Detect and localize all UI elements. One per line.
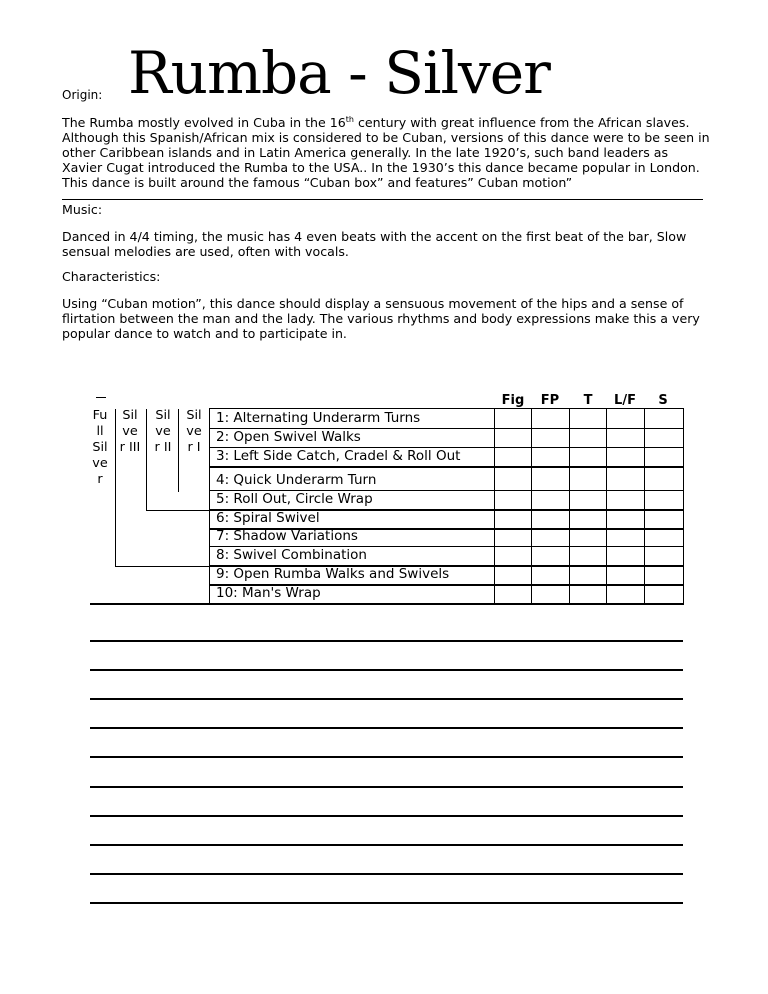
writing-line — [90, 756, 683, 758]
column-header-s: S — [658, 393, 668, 408]
group-label-silver-1: Sil ve r I — [186, 408, 202, 455]
bracket-full-silver-line — [115, 409, 116, 566]
figure-4: 4: Quick Underarm Turn — [216, 472, 377, 488]
origin-text-b: century with great influence from the African slaves. Although this Spanish/African mix is considered to be Cuban, versions of this dance were to be seen in other Caribbean islands and in Latin America generally. In the late 1920’s, such band leaders as Xavier Cugat introduced the Rumba to the USA.. In the 1930’s this dance became popular in London. This dance is built around the famous “Cuban box” and features” Cuban motion” — [62, 115, 710, 190]
writing-line — [90, 902, 683, 904]
writing-line — [90, 727, 683, 729]
bracket-full-silver-bottom — [115, 566, 210, 567]
group-label-silver-3: Sil ve r III — [119, 408, 141, 455]
figure-10: 10: Man's Wrap — [216, 585, 321, 601]
writing-line — [90, 640, 683, 642]
figure-7: 7: Shadow Variations — [216, 528, 358, 544]
music-paragraph: Danced in 4/4 timing, the music has 4 even beats with the accent on the first beat of the bar, Slow sensual melodies are used, often with vocals. — [62, 229, 687, 259]
writing-line — [90, 815, 683, 817]
writing-line — [90, 669, 683, 671]
row-line-3 — [209, 466, 684, 468]
figure-6: 6: Spiral Swivel — [216, 510, 320, 526]
figure-8: 8: Swivel Combination — [216, 547, 367, 563]
writing-line — [90, 844, 683, 846]
writing-line — [90, 786, 683, 788]
figure-9: 9: Open Rumba Walks and Swivels — [216, 566, 450, 582]
writing-line — [90, 873, 683, 875]
figure-1: 1: Alternating Underarm Turns — [216, 410, 421, 426]
figure-2: 2: Open Swivel Walks — [216, 429, 361, 445]
bracket-silver3-bottom — [146, 510, 210, 511]
column-header-fp: FP — [540, 393, 560, 408]
column-header-lf: L/F — [614, 393, 636, 408]
bracket-silver3-line — [146, 409, 147, 510]
grid-v4 — [606, 408, 607, 604]
music-label: Music: — [62, 202, 103, 217]
characteristics-label: Characteristics: — [62, 269, 161, 284]
grid-v3 — [569, 408, 570, 604]
group-label-full-silver: Fu ll Sil ve r — [92, 408, 108, 487]
section-divider — [62, 199, 703, 200]
grid-v2 — [531, 408, 532, 604]
column-header-t: T — [583, 393, 593, 408]
bracket-silver2-line — [178, 409, 179, 492]
writing-line — [90, 698, 683, 700]
origin-sup: th — [345, 114, 354, 124]
page-title: Rumba - Silver — [128, 39, 550, 107]
grid-v5 — [644, 408, 645, 604]
origin-text-a: The Rumba mostly evolved in Cuba in the 16 — [62, 115, 346, 130]
table-bottom-rule — [90, 603, 684, 605]
characteristics-paragraph: Using “Cuban motion”, this dance should display a sensuous movement of the hips and a sense of flirtation between the man and the lady. The various rhythms and body expressions make this a very popular dance to watch and to participate in. — [62, 296, 700, 341]
grid-v1 — [494, 408, 495, 604]
group-label-silver-2: Sil ve r II — [154, 408, 172, 455]
full-silver-tick — [96, 397, 106, 398]
column-header-fig: Fig — [501, 393, 525, 408]
figure-5: 5: Roll Out, Circle Wrap — [216, 491, 373, 507]
origin-paragraph — [62, 115, 712, 190]
origin-label: Origin: — [62, 88, 103, 102]
figure-3: 3: Left Side Catch, Cradel & Roll Out — [216, 448, 461, 464]
